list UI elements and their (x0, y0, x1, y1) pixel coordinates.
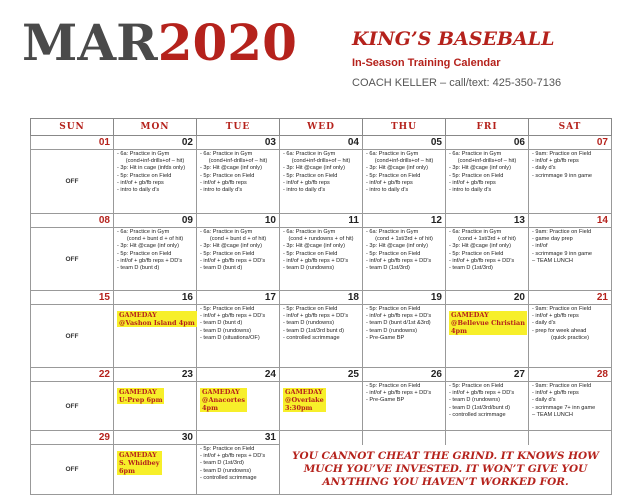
date-number: 21 (529, 291, 612, 305)
gameday-cell (114, 382, 197, 431)
off-label: OFF (65, 255, 79, 263)
schedule-cell (446, 150, 529, 214)
coach-contact: COACH KELLER – call/text: 425-350-7136 (352, 77, 562, 89)
off-day-cell (31, 150, 114, 214)
schedule-line: - 5p: Practice on Field (283, 250, 338, 257)
schedule-line: - inf/of + gb/fb reps (449, 179, 496, 186)
date-number: 06 (446, 136, 529, 150)
weekday-fri: FRI (446, 119, 529, 136)
gameday-detail: @Vashon Island 4pm (119, 319, 195, 327)
schedule-line: - 3p: Hit @cage (inf only) (283, 165, 345, 172)
schedule-line: - daily d’s (532, 320, 556, 327)
schedule-line: - 3p: Hit @cage (inf only) (283, 243, 345, 250)
schedule-cell (197, 305, 280, 368)
date-number: 05 (363, 136, 446, 150)
schedule-line: - team D (1st/3rd) (449, 265, 493, 272)
week-row (31, 305, 612, 368)
weekday-tue: TUE (197, 119, 280, 136)
gameday-cell (197, 382, 280, 431)
schedule-line: - intro to daily d’s (200, 187, 243, 194)
schedule-cell (197, 228, 280, 291)
gameday-detail: @Anacortes (202, 396, 245, 404)
gameday-detail: @Overlake (285, 396, 324, 404)
date-number: 19 (363, 291, 446, 305)
schedule-line: - team D (1st/3rd bunt d) (283, 327, 344, 334)
date-number: 26 (363, 368, 446, 382)
schedule-line: - team D (rundowns) (449, 397, 500, 404)
schedule-line: - 5p: Practice on Field (366, 383, 421, 389)
off-label: OFF (65, 402, 79, 410)
schedule-line: - 5p: Practice on Field (449, 250, 504, 257)
schedule-line: - 5p: Practice on Field (283, 172, 338, 179)
date-number: 15 (31, 291, 114, 305)
schedule-line: - inf/of + gb/fb reps (200, 179, 247, 186)
schedule-line: - intro to daily d’s (366, 187, 409, 194)
schedule-line: - 3p: Hit @cage (inf only) (449, 165, 511, 172)
gameday-detail: U-Prep 6pm (119, 396, 163, 404)
schedule-line: - 6a: Practice in Gym (117, 229, 170, 235)
gameday-cell (114, 445, 197, 495)
calendar-header (0, 0, 638, 112)
schedule-cell (529, 228, 612, 291)
schedule-line: - team D (1st/3rd) (200, 460, 244, 467)
off-day-cell (31, 305, 114, 368)
schedule-line: - game day prep (532, 236, 573, 243)
gameday-detail: 4pm (202, 404, 218, 412)
schedule-line: - 6a: Practice in Gym (449, 151, 502, 157)
week-row (31, 150, 612, 214)
schedule-line: (cond+inf-drills+of – hit) (291, 158, 351, 165)
schedule-line: - 5p: Practice on Field (283, 306, 338, 312)
schedule-line: - team D (rundowns) (283, 265, 334, 272)
schedule-cell (280, 150, 363, 214)
date-number: 02 (114, 136, 197, 150)
team-name: KING’S BASEBALL (352, 28, 555, 50)
gameday-cell (446, 305, 529, 368)
schedule-line: - 5p: Practice on Field (449, 172, 504, 179)
schedule-line: - inf/of + gb/fb reps (532, 390, 579, 397)
schedule-cell (363, 228, 446, 291)
quote-line: MUCH YOU’VE INVESTED. IT WON’T GIVE YOU (303, 462, 588, 475)
schedule-line: - inf/of + gb/fb reps (117, 179, 164, 186)
gameday-badge (200, 388, 247, 412)
schedule-line: (cond + bunt d + of hit) (209, 236, 267, 243)
schedule-line: - inf/of + gb/fb reps (532, 158, 579, 165)
schedule-line: - 9am: Practice on Field (532, 151, 592, 157)
quote-line: YOU CANNOT CHEAT THE GRIND. IT KNOWS HOW (292, 449, 599, 462)
weekday-sat: SAT (529, 119, 612, 136)
schedule-line: - 9am: Practice on Field (532, 383, 592, 389)
schedule-cell (529, 305, 612, 368)
date-number: 31 (197, 431, 280, 445)
date-number: 20 (446, 291, 529, 305)
date-number: 07 (529, 136, 612, 150)
empty-date (363, 431, 446, 445)
week-row (31, 228, 612, 291)
gameday-detail: 6pm (119, 467, 135, 475)
schedule-line: - 6a: Practice in Gym (366, 151, 419, 157)
date-row (31, 291, 612, 305)
schedule-line: - team D (bunt d) (117, 265, 160, 272)
date-number: 10 (197, 214, 280, 228)
schedule-line: - inf/of + gb/fb reps + DD’s (117, 257, 183, 264)
date-number: 11 (280, 214, 363, 228)
schedule-line: - 6a: Practice in Gym (200, 229, 253, 235)
date-row (31, 368, 612, 382)
gameday-badge (117, 311, 197, 327)
gameday-label: GAMEDAY (119, 388, 157, 396)
schedule-line: - 3p: Hit @cage (inf only) (117, 243, 179, 250)
schedule-line: - 5p: Practice on Field (366, 172, 421, 179)
off-day-cell (31, 228, 114, 291)
date-number: 28 (529, 368, 612, 382)
schedule-line: - 6a: Practice in Gym (117, 151, 170, 157)
schedule-line: - inf/of (532, 243, 548, 250)
gameday-detail: 3:30pm (285, 404, 313, 412)
schedule-line: – TEAM LUNCH (532, 411, 573, 418)
weekday-wed: WED (280, 119, 363, 136)
schedule-line: - daily d’s (532, 397, 556, 404)
date-number: 18 (280, 291, 363, 305)
schedule-line: - 6a: Practice in Gym (449, 229, 502, 235)
date-number: 13 (446, 214, 529, 228)
schedule-line: - inf/of + gb/fb reps + DD’s (283, 257, 349, 264)
schedule-line: - inf/of + gb/fb reps + DD’s (200, 257, 266, 264)
schedule-cell (280, 228, 363, 291)
date-number: 25 (280, 368, 363, 382)
schedule-line: (cond+inf-drills+of – hit) (125, 158, 185, 165)
date-number: 29 (31, 431, 114, 445)
schedule-line: (cond+inf-drills+of – hit) (374, 158, 434, 165)
gameday-label: GAMEDAY (202, 388, 240, 396)
off-label: OFF (65, 178, 79, 185)
schedule-line: - Pre-Game BP (366, 334, 405, 341)
schedule-line: - team D (bunt d) (200, 265, 243, 272)
date-number: 30 (114, 431, 197, 445)
date-number: 01 (31, 136, 114, 150)
schedule-line: - 3p: Hit @cage (inf only) (449, 243, 511, 250)
weekday-thu: THU (363, 119, 446, 136)
schedule-cell (363, 382, 446, 431)
calendar-subtitle: In-Season Training Calendar (352, 57, 501, 69)
schedule-line: - daily d’s (532, 165, 556, 172)
weekday-header-row (31, 119, 612, 136)
gameday-cell (280, 382, 363, 431)
schedule-line: - 5p: Practice on Field (200, 446, 255, 452)
date-number: 23 (114, 368, 197, 382)
date-number: 24 (197, 368, 280, 382)
schedule-line: - 5p: Practice on Field (200, 306, 255, 312)
schedule-line: - inf/of + gb/fb reps + DD’s (200, 313, 266, 320)
schedule-line: - 3p: Hit @cage (inf only) (366, 165, 428, 172)
schedule-line: - team D (rundowns) (283, 320, 334, 327)
gameday-badge (117, 451, 162, 475)
schedule-line: (cond + 1st/3rd + of hit) (458, 236, 516, 243)
off-label: OFF (65, 466, 79, 473)
empty-date (446, 431, 529, 445)
schedule-cell (280, 305, 363, 368)
date-number: 27 (446, 368, 529, 382)
date-number: 17 (197, 291, 280, 305)
schedule-line: - scrimmage 9 inn game (532, 250, 592, 257)
date-number: 12 (363, 214, 446, 228)
schedule-line: - 5p: Practice on Field (117, 172, 172, 179)
empty-date (529, 431, 612, 445)
schedule-line: - inf/of + gb/fb reps + DD’s (366, 257, 432, 264)
schedule-line: - intro to daily d’s (449, 187, 492, 194)
schedule-line: - team D (rundowns) (200, 467, 251, 474)
week-row (31, 382, 612, 431)
schedule-line: - 5p: Practice on Field (366, 250, 421, 257)
schedule-line: - intro to daily d’s (283, 187, 326, 194)
schedule-line: (cond + bunt d + of hit) (126, 236, 184, 243)
schedule-cell (114, 228, 197, 291)
schedule-line: (cond+inf-drills+of – hit) (208, 158, 268, 165)
schedule-line: - 3p: Hit @cage (inf only) (366, 243, 428, 250)
schedule-cell (446, 382, 529, 431)
gameday-detail: S. Whidbey (119, 459, 160, 467)
schedule-line: - 3p: Hit in cage (infds only) (117, 165, 186, 172)
date-number: 14 (529, 214, 612, 228)
month-name: MAR (22, 13, 158, 72)
off-day-cell (31, 445, 114, 495)
year: 2020 (157, 13, 297, 72)
date-row (31, 214, 612, 228)
schedule-line: - 6a: Practice in Gym (283, 151, 336, 157)
date-number: 16 (114, 291, 197, 305)
schedule-line: - inf/of + gb/fb reps (532, 313, 579, 320)
schedule-line: - inf/of + gb/fb reps + DD’s (449, 257, 515, 264)
schedule-line: - team D (bunt d) (200, 320, 243, 327)
schedule-line: - inf/of + gb/fb reps + DD’s (283, 313, 349, 320)
schedule-line: (cond + 1st/3rd + of hit) (375, 236, 433, 243)
schedule-line: - 6a: Practice in Gym (200, 151, 253, 157)
gameday-badge (283, 388, 326, 412)
schedule-line: (quick practice) (551, 334, 589, 341)
date-row (31, 136, 612, 150)
date-number: 08 (31, 214, 114, 228)
schedule-line: - controlled scrimmage (283, 334, 340, 341)
schedule-line: - team D (bunt d/1st &3rd) (366, 320, 431, 327)
schedule-line: - 3p: Hit @cage (inf only) (200, 165, 262, 172)
gameday-label: GAMEDAY (119, 311, 157, 319)
schedule-line: - team D (1st/3rd) (366, 265, 410, 272)
schedule-line: - inf/of + gb/fb reps + DD’s (200, 453, 266, 460)
motivational-quote (280, 445, 612, 495)
schedule-line: - team D (situations/OF) (200, 334, 260, 341)
schedule-cell (363, 305, 446, 368)
date-row (31, 431, 612, 445)
date-number: 09 (114, 214, 197, 228)
schedule-line: - 5p: Practice on Field (366, 306, 421, 312)
weekday-sun: SUN (31, 119, 114, 136)
schedule-line: - team D (1st/3rd/bunt d) (449, 404, 510, 411)
schedule-line: - 6a: Practice in Gym (366, 229, 419, 235)
schedule-line: - 5p: Practice on Field (117, 250, 172, 257)
schedule-line: - 6a: Practice in Gym (283, 229, 336, 235)
calendar-grid (30, 118, 612, 495)
schedule-cell (529, 150, 612, 214)
schedule-cell (529, 382, 612, 431)
schedule-line: – TEAM LUNCH (532, 257, 573, 264)
empty-date (280, 431, 363, 445)
schedule-cell (197, 445, 280, 495)
schedule-line: - team D (rundowns) (366, 327, 417, 334)
schedule-line: - controlled scrimmage (200, 474, 257, 481)
gameday-badge (117, 388, 164, 404)
schedule-cell (363, 150, 446, 214)
schedule-line: (cond+inf-drills+of – hit) (457, 158, 517, 165)
quote-line: ANYTHING YOU HAVEN’T WORKED FOR. (322, 475, 569, 488)
gameday-badge (449, 311, 527, 335)
date-number: 04 (280, 136, 363, 150)
schedule-line: (cond + rundowns + of hit) (288, 236, 354, 243)
schedule-line: - inf/of + gb/fb reps + DD’s (366, 313, 432, 320)
month-title (22, 13, 297, 72)
gameday-detail: @Bellevue Christian (451, 319, 525, 327)
schedule-line: - 5p: Practice on Field (200, 172, 255, 179)
schedule-line: - inf/of + gb/fb reps (366, 179, 413, 186)
schedule-line: - prep for week ahead (532, 327, 587, 334)
schedule-cell (114, 150, 197, 214)
schedule-line: - Pre-Game BP (366, 397, 405, 404)
schedule-line: - 9am: Practice on Field (532, 229, 592, 235)
schedule-line: - inf/of + gb/fb reps + DD’s (449, 390, 515, 397)
schedule-line: - intro to daily d’s (117, 187, 160, 194)
schedule-line: - controlled scrimmage (449, 411, 506, 418)
schedule-line: - inf/of + gb/fb reps + DD’s (366, 390, 432, 397)
weekday-mon: MON (114, 119, 197, 136)
gameday-label: GAMEDAY (119, 451, 157, 459)
schedule-line: - inf/of + gb/fb reps (283, 179, 330, 186)
schedule-line: - scrimmage 7+ inn game (532, 404, 596, 411)
schedule-line: - scrimmage 9 inn game (532, 172, 592, 179)
gameday-label: GAMEDAY (451, 311, 489, 319)
gameday-detail: 4pm (451, 327, 467, 335)
off-label: OFF (65, 332, 79, 340)
off-day-cell (31, 382, 114, 431)
schedule-line: - team D (rundowns) (200, 327, 251, 334)
schedule-line: - 9am: Practice on Field (532, 306, 592, 312)
schedule-cell (197, 150, 280, 214)
schedule-line: - 3p: Hit @cage (inf only) (200, 243, 262, 250)
gameday-cell (114, 305, 197, 368)
schedule-cell (446, 228, 529, 291)
gameday-label: GAMEDAY (285, 388, 323, 396)
schedule-line: - 5p: Practice on Field (200, 250, 255, 257)
schedule-line: - 5p: Practice on Field (449, 383, 504, 389)
date-number: 22 (31, 368, 114, 382)
date-number: 03 (197, 136, 280, 150)
week-row (31, 445, 612, 495)
